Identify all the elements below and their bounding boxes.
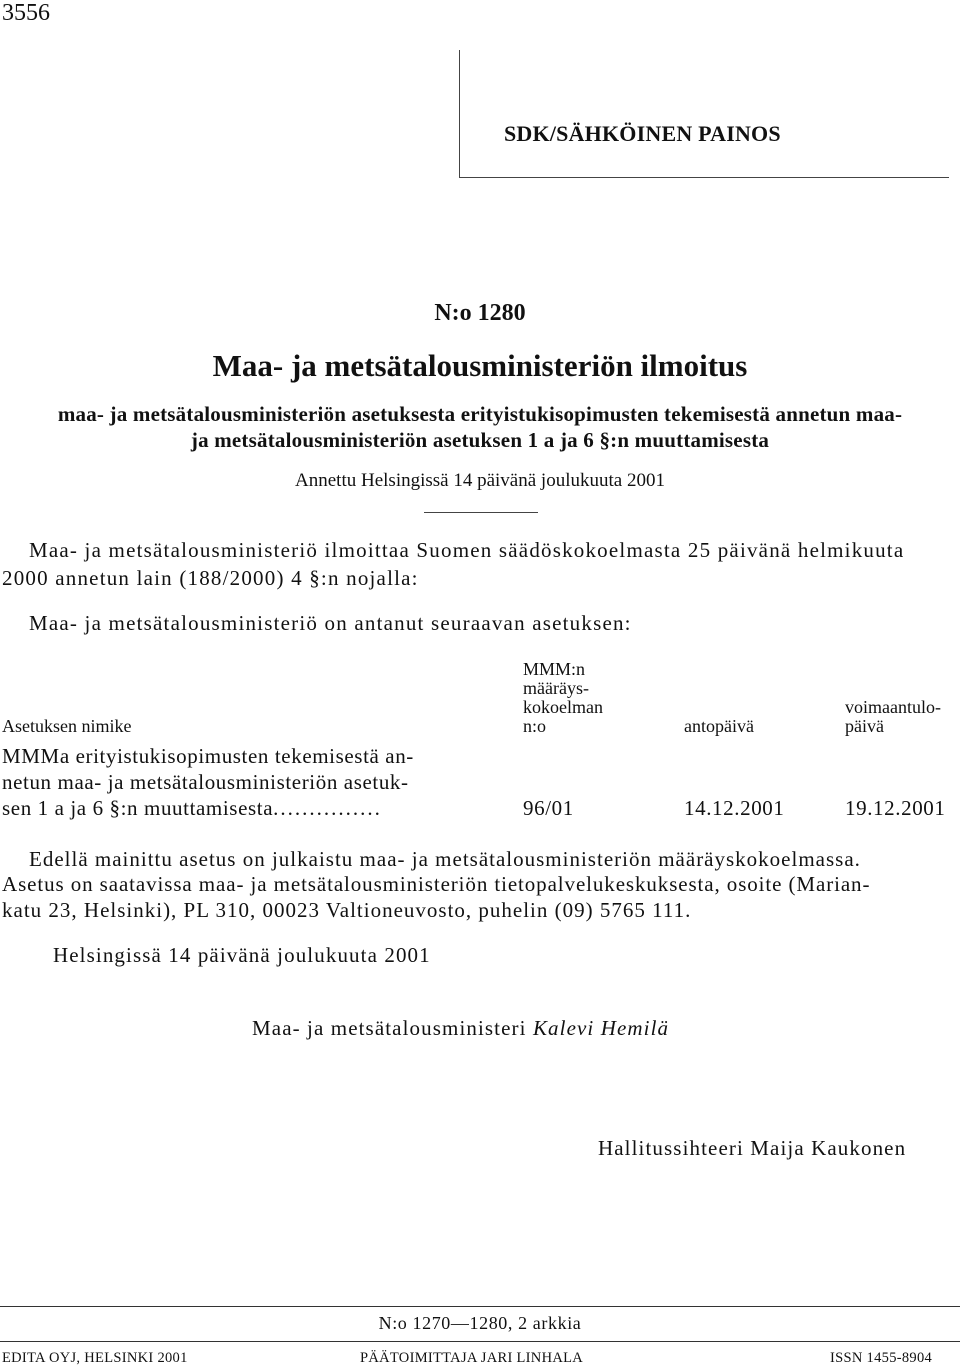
notice-line-2: Asetus on saatavissa maa- ja metsätalousministeriön tietopalvelukeskuksesta, osoite (Marian- (2, 872, 871, 896)
row-issue-date: 14.12.2001 (684, 796, 785, 820)
intro-line-2: 2000 annetun lain (188/2000) 4 §:n nojalla: (2, 566, 419, 590)
footer-editor: PÄÄTOIMITTAJA JARI LINHALA (360, 1350, 584, 1366)
document-title: Maa- ja metsätalousministeriön ilmoitus (212, 348, 748, 383)
header-collection-number-line-3: kokoelman (523, 697, 603, 717)
edition-label: SDK/SÄHKÖINEN PAINOS (504, 121, 781, 146)
page-number: 3556 (2, 0, 50, 26)
row-name-line-2: netun maa- ja metsätalousministeriön asetuk- (2, 770, 409, 794)
footer-divider (0, 1341, 960, 1342)
document-number: N:o 1280 (434, 300, 526, 326)
header-effective-date-line-2: päivä (845, 716, 884, 736)
row-effective-date: 19.12.2001 (845, 796, 946, 820)
header-collection-number-line-4: n:o (523, 716, 547, 736)
header-effective-date (845, 698, 941, 736)
minister-name: Kalevi Hemilä (532, 1016, 670, 1040)
intro-line-3: Maa- ja metsätalousministeriö on antanut seuraavan asetuksen: (29, 611, 632, 635)
row-name-line-3 (2, 796, 382, 821)
header-collection-number-line-1: MMM:n (523, 659, 586, 679)
notice-line-1: Edellä mainittu asetus on julkaistu maa- ja metsätalousministeriön määräyskokoelmassa. (29, 847, 861, 871)
title-divider (424, 512, 538, 513)
footer-top-rule (0, 1306, 960, 1307)
minister-title: Maa- ja metsätalousministeri (252, 1016, 527, 1040)
given-date: Annettu Helsingissä 14 päivänä joulukuuta 2001 (295, 470, 665, 491)
row-collection-number: 96/01 (523, 796, 574, 820)
header-regulation-name: Asetuksen nimike (2, 716, 132, 736)
header-collection-number (523, 660, 603, 736)
document-subtitle-line-1: maa- ja metsätalousministeriön asetuksesta erityistukisopimusten tekemisestä annetun maa- (57, 402, 903, 426)
header-issue-date: antopäivä (684, 716, 754, 736)
footer-issn: ISSN 1455-8904 (830, 1350, 933, 1366)
row-name-line-3-text: sen 1 a ja 6 §:n muuttamisesta (2, 796, 274, 820)
notice-line-3: katu 23, Helsinki), PL 310, 00023 Valtioneuvosto, puhelin (09) 5765 111. (2, 898, 692, 922)
footer-issue-range: N:o 1270—1280, 2 arkkia (378, 1313, 582, 1333)
secretary-signature: Hallitussihteeri Maija Kaukonen (598, 1136, 907, 1160)
intro-line-1: Maa- ja metsätalousministeriö ilmoittaa Suomen säädöskokoelmasta 25 päivänä helmikuuta (29, 538, 905, 562)
header-effective-date-line-1: voimaantulo- (845, 697, 941, 717)
edition-box (459, 50, 949, 178)
row-leader-dots: ............... (273, 796, 382, 820)
signature-place-date: Helsingissä 14 päivänä joulukuuta 2001 (53, 943, 431, 967)
footer-publisher: EDITA OYJ, HELSINKI 2001 (2, 1350, 188, 1366)
minister-signature (252, 1016, 669, 1041)
row-name-line-1: MMMa erityistukisopimusten tekemisestä an- (2, 744, 414, 768)
document-subtitle-line-2: ja metsätalousministeriön asetuksen 1 a ja 6 §:n muuttamisesta (190, 428, 770, 452)
header-collection-number-line-2: määräys- (523, 678, 589, 698)
